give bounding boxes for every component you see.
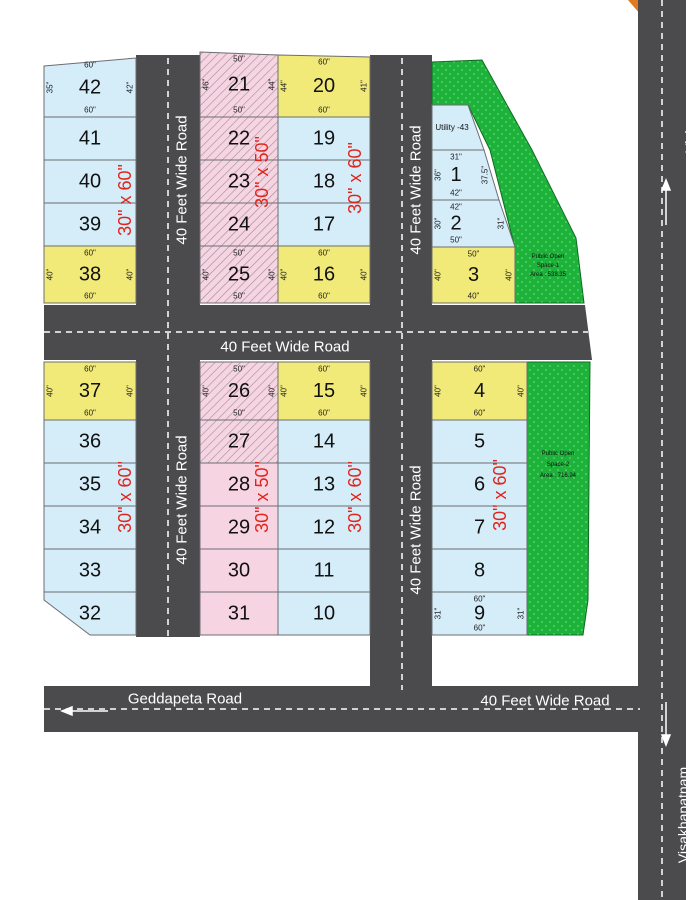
dimension-top: 60" <box>84 248 96 258</box>
dimension-top: 60" <box>318 364 330 374</box>
plot-number: 28 <box>227 473 251 496</box>
plot-number: 15 <box>312 380 336 402</box>
open-space-1-area: Area : 538.35 <box>529 272 567 278</box>
dimension-bottom: 60" <box>84 408 96 418</box>
plot-number: 25 <box>227 263 251 286</box>
open-space-1-name-line1: Public Open <box>531 254 565 260</box>
plot-10[interactable] <box>278 592 370 635</box>
dimension-bottom: 60" <box>318 291 330 301</box>
dimension-right: 40" <box>504 269 514 281</box>
plot-15[interactable] <box>278 362 370 420</box>
road-label-mid-bottom: 40 Feet Wide Road <box>407 465 425 595</box>
open-space-2-area: Area : 716.94 <box>539 473 577 479</box>
plot-number: 39 <box>78 213 102 236</box>
plot-number: 34 <box>78 516 102 539</box>
road-label-horizontal: 40 Feet Wide Road <box>220 338 350 356</box>
dimension-left: 40" <box>45 385 55 397</box>
dimension-bottom: 50" <box>450 235 462 245</box>
plot-4[interactable] <box>432 362 527 420</box>
plot-5[interactable] <box>432 420 527 463</box>
plot-21[interactable] <box>200 52 278 117</box>
plot-number: 30 <box>227 559 251 582</box>
road-label-mid-top: 40 Feet Wide Road <box>407 125 425 255</box>
dimension-top: 50" <box>467 249 480 259</box>
dimension-bottom: 50" <box>233 408 245 418</box>
dimension-top: 42" <box>450 202 462 212</box>
dimension-left: 46" <box>201 78 211 91</box>
plot-size-label: 30" x 60" <box>490 459 510 531</box>
plot-number: 6 <box>473 473 486 496</box>
plot-11[interactable] <box>278 549 370 592</box>
open-space-2-name-line1: Public Open <box>541 451 575 457</box>
dimension-bottom: 60" <box>318 408 330 418</box>
dimension-bottom: 60" <box>84 105 96 115</box>
plot-size-label: 30" x 60" <box>115 164 135 236</box>
plot-number: 9 <box>473 602 486 625</box>
dimension-right: 44" <box>267 78 277 91</box>
plot-1[interactable] <box>432 150 499 200</box>
direction-vizianagaram: Vizianagaram <box>682 67 698 153</box>
plot-38[interactable] <box>44 246 136 303</box>
plot-7[interactable] <box>432 506 527 549</box>
plot-20[interactable] <box>278 55 370 117</box>
plot-number: 13 <box>312 473 336 496</box>
plot-size-label: 30" x 50" <box>252 136 272 208</box>
plot-31[interactable] <box>200 592 278 635</box>
plot-41[interactable] <box>44 117 136 160</box>
dimension-right: 37.5" <box>480 165 490 185</box>
dimension-right: 31" <box>496 217 506 230</box>
dimension-left: 44" <box>279 80 289 92</box>
dimension-right: 31" <box>516 607 526 620</box>
plot-number: 38 <box>78 263 102 286</box>
plot-number: 24 <box>227 213 251 236</box>
plot-8[interactable] <box>432 549 527 592</box>
plot-number: 3 <box>467 264 480 286</box>
dimension-top: 50" <box>233 364 245 374</box>
dimension-left: 30" <box>433 217 443 230</box>
plot-number: 10 <box>312 602 336 625</box>
plot-37[interactable] <box>44 362 136 420</box>
dimension-left: 40" <box>201 385 211 397</box>
open-space-2-name-line2: Space-2 <box>546 462 570 468</box>
dimension-left: 40" <box>201 268 211 281</box>
plot-6[interactable] <box>432 463 527 506</box>
dimension-bottom: 60" <box>473 623 486 633</box>
plot-number: 4 <box>473 380 486 402</box>
plot-number: 32 <box>78 602 102 625</box>
direction-visakhapatnam: Visakhapatnam <box>675 766 691 864</box>
plot-number: 41 <box>78 127 102 150</box>
dimension-left: 40" <box>279 385 289 397</box>
plot-size-label: 30" x 60" <box>115 461 135 533</box>
plot-number: 20 <box>312 75 336 97</box>
plot-size-label: 30" x 60" <box>345 142 365 214</box>
road-label-bottom-left: Geddapeta Road <box>127 690 243 708</box>
plot-number: Utility -43 <box>435 123 469 132</box>
plot-number: 23 <box>227 170 251 193</box>
dimension-bottom: 60" <box>473 408 486 418</box>
dimension-bottom: 60" <box>84 291 96 301</box>
dimension-top: 60" <box>473 594 486 604</box>
plot-number: 37 <box>78 380 102 402</box>
dimension-top: 60" <box>84 364 96 374</box>
dimension-top: 31" <box>450 152 462 162</box>
dimension-bottom: 50" <box>233 291 245 301</box>
dimension-right: 40" <box>516 385 526 397</box>
plot-30[interactable] <box>200 549 278 592</box>
dimension-left: 40" <box>45 268 55 281</box>
plot-3[interactable] <box>432 247 515 303</box>
plot-number: 33 <box>78 559 102 582</box>
dimension-top: 50" <box>233 54 245 64</box>
plot-size-label: 30" x 50" <box>252 461 272 533</box>
plot-number: 17 <box>312 213 336 236</box>
plot-number: 11 <box>313 559 335 582</box>
dimension-right: 40" <box>125 385 135 397</box>
plot-number: 35 <box>78 473 102 496</box>
plot-number: 22 <box>227 127 251 150</box>
plot-size-label: 30" x 60" <box>345 461 365 533</box>
plot-number: 29 <box>227 516 251 539</box>
plot-number: 5 <box>473 430 486 453</box>
road-label-left-top: 40 Feet Wide Road <box>173 115 191 245</box>
plot-9[interactable] <box>432 592 527 635</box>
dimension-left: 40" <box>433 385 443 397</box>
open-space-1-name-line2: Space-1 <box>536 263 560 269</box>
plot-number: 8 <box>473 559 486 582</box>
dimension-top: 60" <box>318 57 330 67</box>
dimension-left: 31" <box>433 607 443 620</box>
dimension-right: 40" <box>359 268 369 281</box>
dimension-bottom: 42" <box>450 188 462 198</box>
plot-number: 12 <box>312 516 336 539</box>
dimension-bottom: 50" <box>233 105 245 115</box>
plot-number: 14 <box>312 430 336 453</box>
plot-number: 27 <box>227 430 251 453</box>
plot-number: 21 <box>227 73 251 96</box>
plot-32[interactable] <box>44 592 136 635</box>
dimension-right: 41" <box>359 80 369 92</box>
dimension-left: 36" <box>433 169 443 181</box>
dimension-top: 60" <box>84 60 96 70</box>
dimension-left: 40" <box>279 268 289 281</box>
road-label-left-bottom: 40 Feet Wide Road <box>173 435 191 565</box>
dimension-left: 35" <box>45 81 55 94</box>
plot-36[interactable] <box>44 420 136 463</box>
plot-42[interactable] <box>44 58 136 117</box>
plot-number: 19 <box>312 127 336 150</box>
plot-number: 36 <box>78 430 102 453</box>
road-label-bottom-right: 40 Feet Wide Road <box>480 692 610 710</box>
plot-14[interactable] <box>278 420 370 463</box>
dimension-top: 50" <box>233 248 245 258</box>
dimension-right: 40" <box>267 385 277 397</box>
dimension-bottom: 60" <box>318 105 330 115</box>
plot-number: 18 <box>312 170 336 193</box>
plot-number: 40 <box>78 170 102 193</box>
plot-25[interactable] <box>200 246 278 303</box>
dimension-bottom: 40" <box>467 291 480 301</box>
plot-number: 1 <box>450 164 462 186</box>
dimension-left: 40" <box>433 269 443 281</box>
plot-number: 16 <box>312 263 336 286</box>
plot-number: 31 <box>227 602 251 625</box>
plot-number: 26 <box>227 380 251 402</box>
dimension-top: 60" <box>473 364 486 374</box>
plot-27[interactable] <box>200 420 278 463</box>
plot-16[interactable] <box>278 246 370 303</box>
dimension-top: 60" <box>318 248 330 258</box>
dimension-right: 40" <box>359 385 369 397</box>
public-open-space-2 <box>527 362 590 635</box>
plot-33[interactable] <box>44 549 136 592</box>
dimension-right: 40" <box>125 268 135 281</box>
plot-number: 2 <box>450 212 462 235</box>
plot-2[interactable] <box>432 200 515 247</box>
dimension-right: 42" <box>125 81 135 94</box>
plot-number: 42 <box>78 76 102 99</box>
plot-26[interactable] <box>200 362 278 420</box>
plot-24[interactable] <box>200 203 278 246</box>
plot-number: 7 <box>473 516 486 539</box>
dimension-right: 40" <box>267 268 277 281</box>
